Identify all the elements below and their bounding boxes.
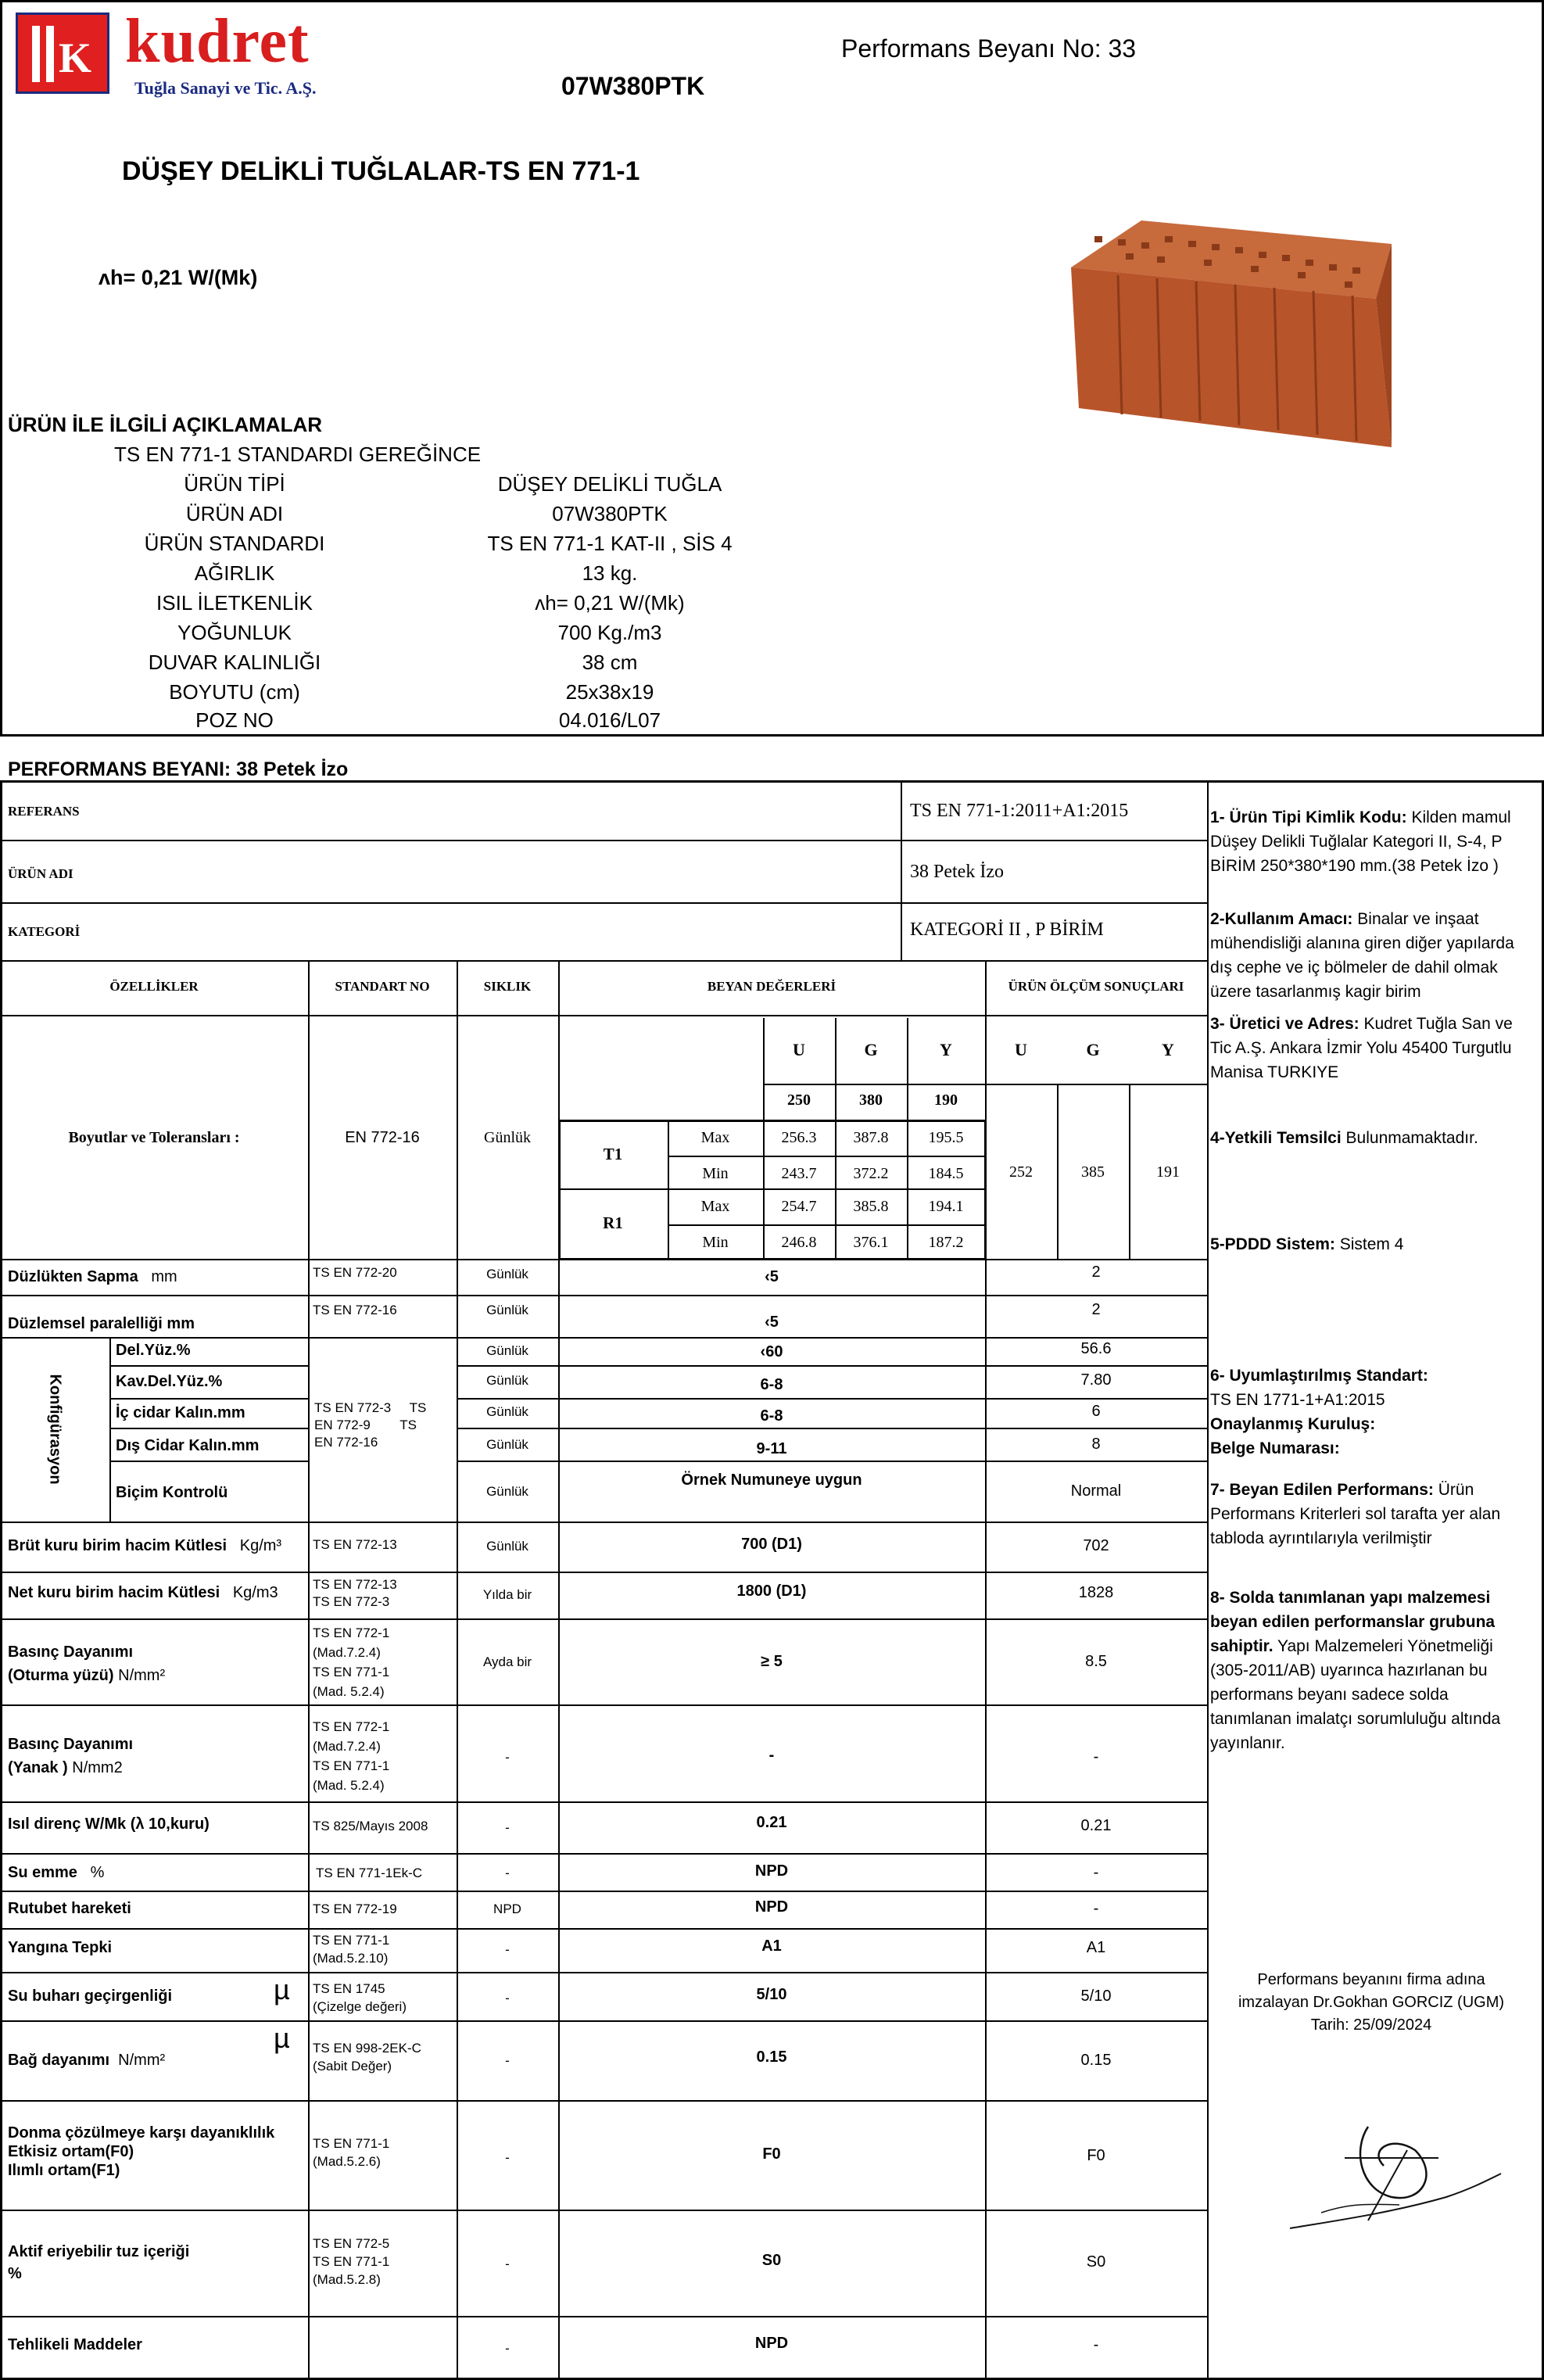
lambda-value: ʌh= 0,21 W/(Mk) [99,266,258,289]
config-row-shape-meas: Normal [1070,1482,1122,1500]
moisture-movement-label: Rutubet hareketi [8,1900,131,1917]
compressive-side-freq: - [505,1750,510,1765]
nominal-g: 380 [859,1091,883,1109]
config-row-ic-decl: 6-8 [760,1407,783,1425]
freeze-thaw-decl: F0 [762,2145,781,2163]
product-name-value: 07W380PTK [552,502,668,525]
measured-g: 385 [1081,1163,1105,1181]
compressive-bed-decl: ≥ 5 [761,1653,783,1670]
product-type-value: DÜŞEY DELİKLİ TUĞLA [497,472,722,496]
r1-max-y: 194.1 [928,1198,964,1215]
meas-u-header: U [1015,1040,1027,1059]
freeze-thaw-meas: F0 [1087,2147,1105,2164]
config-row-kav-label: Kav.Del.Yüz.% [116,1373,223,1390]
dim-g-header: G [864,1040,878,1059]
vapour-permeability-freq: - [505,1991,510,2005]
soluble-salt-label: Aktif eriyebilir tuz içeriği % [8,2243,190,2282]
poz-label: POZ NO [195,708,274,732]
config-row-shape-freq: Günlük [486,1484,528,1499]
gross-density-label: Brüt kuru birim hacim Kütlesi Kg/m³ [8,1537,282,1554]
product-info-title: ÜRÜN İLE İLGİLİ AÇIKLAMALAR [8,413,322,436]
note-2: 2-Kullanım Amacı: Binalar ve inşaat mühendisliği alanına giren diğer yapılarda dış cephe ve iç bölmeler de dahil olmak üzere tasarlanmış kagir birim [1210,910,1514,1001]
col-header-frequency: SIKLIK [483,979,532,994]
brand-subtitle: Tuğla Sanayi ve Tic. A.Ş. [134,78,317,98]
size-value: 25x38x19 [565,680,654,704]
fire-reaction-meas: A1 [1086,1939,1106,1956]
product-standard-label: ÜRÜN STANDARDI [144,532,325,555]
net-density-freq: Yılda bir [482,1587,532,1602]
compressive-side-meas: - [1093,1748,1099,1765]
t1-min-u: 243.7 [781,1165,817,1182]
config-row-dis-freq: Günlük [486,1437,528,1452]
r1-min-u: 246.8 [781,1234,817,1251]
net-density-std: TS EN 772-13 TS EN 772-3 [313,1577,397,1609]
col-header-measured: ÜRÜN ÖLÇÜM SONUÇLARI [1008,979,1184,994]
kudret-logo-icon: K [16,13,109,94]
config-row-kav-decl: 6-8 [760,1376,783,1393]
dangerous-substances-freq: - [505,2341,510,2356]
signature-image [1274,2103,1524,2244]
brand-name: kudret [125,7,310,76]
config-row-del-freq: Günlük [486,1343,528,1358]
product-standard-value: TS EN 771-1 KAT-II , SİS 4 [487,532,733,555]
note-8: 8- Solda tanımlanan yapı malzemesi beyan edilen performanslar grubuna sahiptir. Yapı Malzemeleri Yönetmeliği (305-2011/AB) uyarınca hazırlanan bu performans beyanı sadece solda tanımlanan imalatçı sorumluluğu altında yayınlanır. [1210,1589,1501,1752]
r1-max-u: 254.7 [781,1198,817,1215]
water-absorption-freq: - [505,1866,510,1880]
compressive-bed-label: Basınç Dayanımı (Oturma yüzü) N/mm² [8,1643,166,1684]
water-absorption-label: Su emme % [8,1864,105,1881]
fire-reaction-label: Yangına Tepki [8,1939,112,1956]
moisture-movement-freq: NPD [493,1901,521,1916]
bond-strength-decl: 0.15 [756,2048,787,2066]
compressive-bed-meas: 8.5 [1085,1653,1107,1670]
config-row-shape-decl: Örnek Numuneye uygun [681,1471,862,1489]
product-name-row-value: 38 Petek İzo [910,862,1004,882]
parallelism-freq: Günlük [486,1303,528,1317]
parallelism-std: TS EN 772-16 [313,1303,397,1317]
note-3: 3- Üretici ve Adres: Kudret Tuğla San ve Tic A.Ş. Ankara İzmir Yolu 45400 Turgutlu Manisa TURKIYE [1210,1015,1513,1081]
flatness-label: Düzlükten Sapma mm [8,1268,177,1285]
col-header-standard: STANDART NO [335,979,430,994]
parallelism-label: Düzlemsel paralelliği mm [8,1315,195,1332]
sign-line-2: imzalayan Dr.Gokhan GORCIZ (UGM) [1238,1994,1505,2011]
brick-image [1048,213,1392,461]
t1-max-y: 195.5 [928,1129,964,1146]
mu-icon-2: µ [274,2022,290,2054]
vapour-permeability-decl: 5/10 [756,1986,787,2003]
dangerous-substances-label: Tehlikeli Maddeler [8,2336,142,2353]
fire-reaction-decl: A1 [761,1937,782,1955]
size-label: BOYUTU (cm) [169,680,300,704]
dangerous-substances-decl: NPD [754,2335,789,2352]
product-info-standard-note: TS EN 771-1 STANDARDI GEREĞİNCE [114,443,482,466]
mu-icon: µ [274,1973,290,2005]
bond-strength-freq: - [505,2053,510,2068]
config-row-ic-meas: 6 [1091,1403,1101,1420]
density-label: YOĞUNLUK [177,621,292,644]
dims-frequency: Günlük [484,1129,531,1146]
thermal-value: ʌh= 0,21 W/(Mk) [535,591,685,615]
gross-density-decl: 700 (D1) [741,1536,802,1553]
t1-max-label: Max [700,1129,730,1146]
config-row-del-meas: 56.6 [1080,1340,1112,1357]
vapour-permeability-meas: 5/10 [1080,1988,1112,2005]
config-row-dis-label: Dış Cidar Kalın.mm [116,1437,260,1454]
poz-value: 04.016/L07 [558,708,661,732]
dim-u-header: U [793,1040,805,1059]
vapour-permeability-std: TS EN 1745 (Çizelge değeri) [313,1981,407,2014]
t1-max-u: 256.3 [781,1129,817,1146]
compressive-side-label: Basınç Dayanımı (Yanak ) N/mm2 [8,1736,134,1776]
product-type-label: ÜRÜN TİPİ [184,472,285,496]
moisture-movement-std: TS EN 772-19 [313,1901,397,1916]
r1-min-g: 376.1 [853,1234,889,1251]
note-4: 4-Yetkili Temsilci Bulunmamaktadır. [1210,1129,1478,1147]
t1-min-g: 372.2 [853,1165,889,1182]
dims-label: Boyutlar ve Toleransları : [68,1129,240,1146]
dim-y-header: Y [940,1040,952,1059]
config-row-dis-decl: 9-11 [756,1440,787,1457]
water-absorption-meas: - [1093,1864,1099,1881]
product-name-row-label: ÜRÜN ADI [8,866,73,881]
soluble-salt-meas: S0 [1086,2253,1106,2271]
wall-thickness-value: 38 cm [582,651,638,674]
moisture-movement-meas: - [1093,1900,1099,1917]
t1-min-label: Min [702,1165,729,1182]
meas-g-header: G [1086,1040,1100,1059]
declaration-title: PERFORMANS BEYANI: 38 Petek İzo [8,758,349,780]
product-name-label: ÜRÜN ADI [185,502,284,525]
flatness-freq: Günlük [486,1267,528,1281]
freeze-thaw-std: TS EN 771-1 (Mad.5.2.6) [313,2136,390,2169]
weight-label: AĞIRLIK [194,561,275,585]
measured-u: 252 [1009,1163,1033,1181]
page-title: DÜŞEY DELİKLİ TUĞLALAR-TS EN 771-1 [122,156,640,186]
soluble-salt-std: TS EN 772-5 TS EN 771-1 (Mad.5.2.8) [313,2236,390,2287]
r1-min-y: 187.2 [928,1234,964,1251]
freeze-thaw-label: Donma çözülmeye karşı dayanıklılık Etkisiz ortam(F0) Ilımlı ortam(F1) [8,2124,275,2179]
fire-reaction-std: TS EN 771-1 (Mad.5.2.10) [313,1933,390,1966]
note-6: 6- Uyumlaştırılmış Standart: TS EN 1771-1+A1:2015 Onaylanmış Kuruluş: Belge Numarası: [1210,1367,1428,1457]
declaration-number: Performans Beyanı No: 33 [841,34,1137,63]
moisture-movement-decl: NPD [754,1898,789,1916]
water-absorption-decl: NPD [754,1862,789,1880]
config-std: TS EN 772-3 TS EN 772-9 TS EN 772-16 [314,1400,427,1450]
flatness-std: TS EN 772-20 [313,1265,397,1280]
bond-strength-meas: 0.15 [1080,2052,1112,2069]
nominal-u: 250 [787,1091,811,1109]
compressive-bed-std: TS EN 772-1 (Mad.7.2.4) TS EN 771-1 (Mad. 5.2.4) [313,1625,390,1699]
t1-min-y: 184.5 [928,1165,964,1182]
meas-y-header: Y [1162,1040,1174,1059]
config-row-ic-freq: Günlük [486,1404,528,1419]
config-label: Konfigürasyon [46,1374,64,1485]
thermal-label: ISIL İLETKENLİK [156,591,313,615]
thermal-resistance-std: TS 825/Mayıs 2008 [313,1819,428,1833]
r1-max-label: Max [700,1198,730,1215]
product-code: 07W380PTK [561,72,705,100]
config-row-del-decl: ‹60 [760,1343,783,1360]
signature-block [1210,1969,1532,2037]
config-row-del-label: Del.Yüz.% [116,1342,191,1359]
t1-label: T1 [603,1145,623,1163]
freeze-thaw-freq: - [505,2150,510,2165]
net-density-meas: 1828 [1078,1584,1114,1601]
thermal-resistance-meas: 0.21 [1080,1817,1112,1834]
vapour-permeability-label: Su buharı geçirgenliği [8,1988,173,2005]
parallelism-decl: ‹5 [765,1314,779,1331]
r1-label: R1 [603,1213,623,1232]
fire-reaction-freq: - [505,1942,510,1957]
note-7: 7- Beyan Edilen Performans: Ürün Performans Kriterleri sol tarafta yer alan tabloda ayrıntılarıyla verilmiştir [1210,1481,1501,1547]
config-row-dis-meas: 8 [1091,1436,1101,1453]
density-value: 700 Kg./m3 [557,621,662,644]
config-row-kav-meas: 7.80 [1080,1371,1112,1389]
bond-strength-label: Bağ dayanımı N/mm² [8,2052,166,2069]
flatness-decl: ‹5 [765,1268,779,1285]
config-row-ic-label: İç cidar Kalın.mm [116,1404,245,1421]
dangerous-substances-meas: - [1093,2336,1099,2353]
category-label: KATEGORİ [8,924,81,939]
thermal-resistance-freq: - [505,1820,510,1835]
compressive-side-decl: - [768,1747,775,1764]
note-5: 5-PDDD Sistem: Sistem 4 [1210,1235,1404,1253]
measured-y: 191 [1156,1163,1180,1181]
t1-max-g: 387.8 [853,1129,889,1146]
net-density-label: Net kuru birim hacim Kütlesi Kg/m3 [8,1584,278,1601]
thermal-resistance-decl: 0.21 [756,1814,787,1831]
soluble-salt-freq: - [505,2256,510,2271]
gross-density-freq: Günlük [486,1539,528,1554]
parallelism-meas: 2 [1091,1301,1101,1318]
config-row-kav-freq: Günlük [486,1373,528,1388]
thermal-resistance-label: Isıl direnç W/Mk (λ 10,kuru) [8,1815,210,1833]
gross-density-std: TS EN 772-13 [313,1537,397,1552]
nominal-y: 190 [934,1091,958,1109]
sign-line-3: Tarih: 25/09/2024 [1310,2016,1432,2034]
sign-line-1: Performans beyanını firma adına [1257,1971,1485,1988]
r1-min-label: Min [702,1234,729,1251]
config-row-shape-label: Biçim Kontrolü [116,1484,228,1501]
referans-value: TS EN 771-1:2011+A1:2015 [910,801,1129,821]
col-header-properties: ÖZELLİKLER [109,979,199,994]
category-value: KATEGORİ II , P BİRİM [910,919,1104,940]
dims-standard: EN 772-16 [345,1129,420,1146]
compressive-bed-freq: Ayda bir [482,1654,532,1669]
water-absorption-std: TS EN 771-1Ek-C [316,1866,423,1880]
flatness-meas: 2 [1091,1263,1101,1281]
col-header-declared: BEYAN DEĞERLERİ [707,979,836,994]
bond-strength-std: TS EN 998-2EK-C (Sabit Değer) [313,2041,421,2074]
note-1: 1- Ürün Tipi Kimlik Kodu: Kilden mamul Düşey Delikli Tuğlalar Kategori II, S-4, P BİRİM 250*380*190 mm.(38 Petek İzo ) [1210,808,1511,875]
weight-value: 13 kg. [582,561,638,585]
wall-thickness-label: DUVAR KALINLIĞI [148,651,321,674]
gross-density-meas: 702 [1083,1537,1109,1554]
r1-max-g: 385.8 [853,1198,889,1215]
net-density-decl: 1800 (D1) [736,1582,807,1600]
compressive-side-std: TS EN 772-1 (Mad.7.2.4) TS EN 771-1 (Mad. 5.2.4) [313,1719,390,1793]
soluble-salt-decl: S0 [761,2252,782,2269]
referans-label: REFERANS [8,804,80,819]
